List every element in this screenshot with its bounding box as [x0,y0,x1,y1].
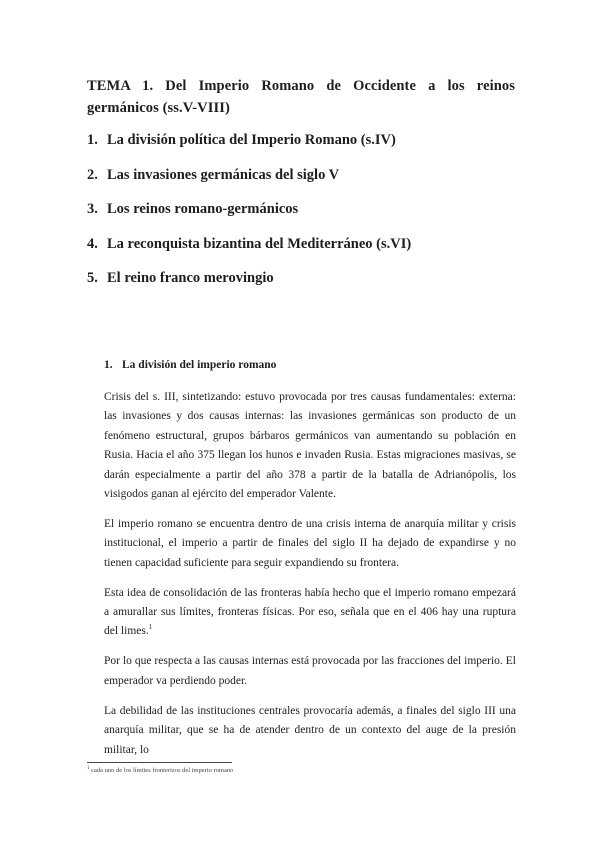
paragraph: El imperio romano se encuentra dentro de una crisis interna de anarquía militar y crisis institucional, el imperio a partir de finales del siglo II ha dejado de expandirse y no tienen capacidad suficiente para seguir expandiendo su frontera. [104,517,516,569]
toc-item-label: La división política del Imperio Romano (s.IV) [107,132,396,148]
toc-item-number: 5. [87,270,98,286]
paragraph: Crisis del s. III, sintetizando: estuvo provocada por tres causas fundamentales: externa: las invasiones y dos causas internas: las invasiones germánicas son producto de un fenómeno estructural, grupos bárbaros germánicos van aumentando su población en Rusia. Hacia el año 375 llegan los hunos e invaden Rusia. Estas migraciones masivas, se darán especialmente a partir del año 378 a partir de la batalla de Adrianópolis, los visigodos ganan al ejército del emperador Valente. [104,391,516,501]
table-of-contents [87,130,517,303]
footnote-reference[interactable]: 1 [148,623,153,632]
toc-item-number: 1. [87,132,98,148]
section-number: 1. [104,359,113,371]
footnote-marker: 1 [87,765,90,771]
toc-item [87,165,517,200]
paragraph: La debilidad de las instituciones centrales provocaría además, a finales del siglo III una anarquía militar, que se ha de atender dentro de un contexto del auge de la presión militar, lo [104,704,516,756]
toc-item [87,130,517,165]
document-title [87,75,515,119]
paragraph: Por lo que respecta a las causas internas está provocada por las fracciones del imperio. El emperador va perdiendo poder. [104,655,516,687]
title-text: TEMA 1. Del Imperio Romano de Occidente a los reinos germánicos (ss.V-VIII) [87,78,515,116]
footnote-divider [87,762,232,763]
section-title: La división del imperio romano [122,359,277,371]
paragraph-text: Esta idea de consolidación de las fronteras había hecho que el imperio romano empezará a amurallar sus límites, fronteras físicas. Por eso, señala que en el 406 hay una ruptura del limes. [104,586,516,638]
body-text [104,388,516,770]
toc-item-label: Las invasiones germánicas del siglo V [107,166,340,183]
toc-item-label: La reconquista bizantina del Mediterráneo (s.VI) [107,235,412,252]
toc-item [87,268,517,303]
section-heading [104,359,276,371]
toc-item-number: 3. [87,201,98,217]
toc-item-number: 4. [87,235,98,252]
footnote [87,767,233,774]
toc-item-label: Los reinos romano-germánicos [107,201,299,217]
toc-item-number: 2. [87,166,98,183]
toc-item [87,234,517,269]
paragraph [104,584,516,642]
toc-item-label: El reino franco merovingio [107,270,274,286]
toc-item [87,199,517,234]
footnote-text: cada uno de los límites fronterizos del imperio romano [91,767,234,774]
